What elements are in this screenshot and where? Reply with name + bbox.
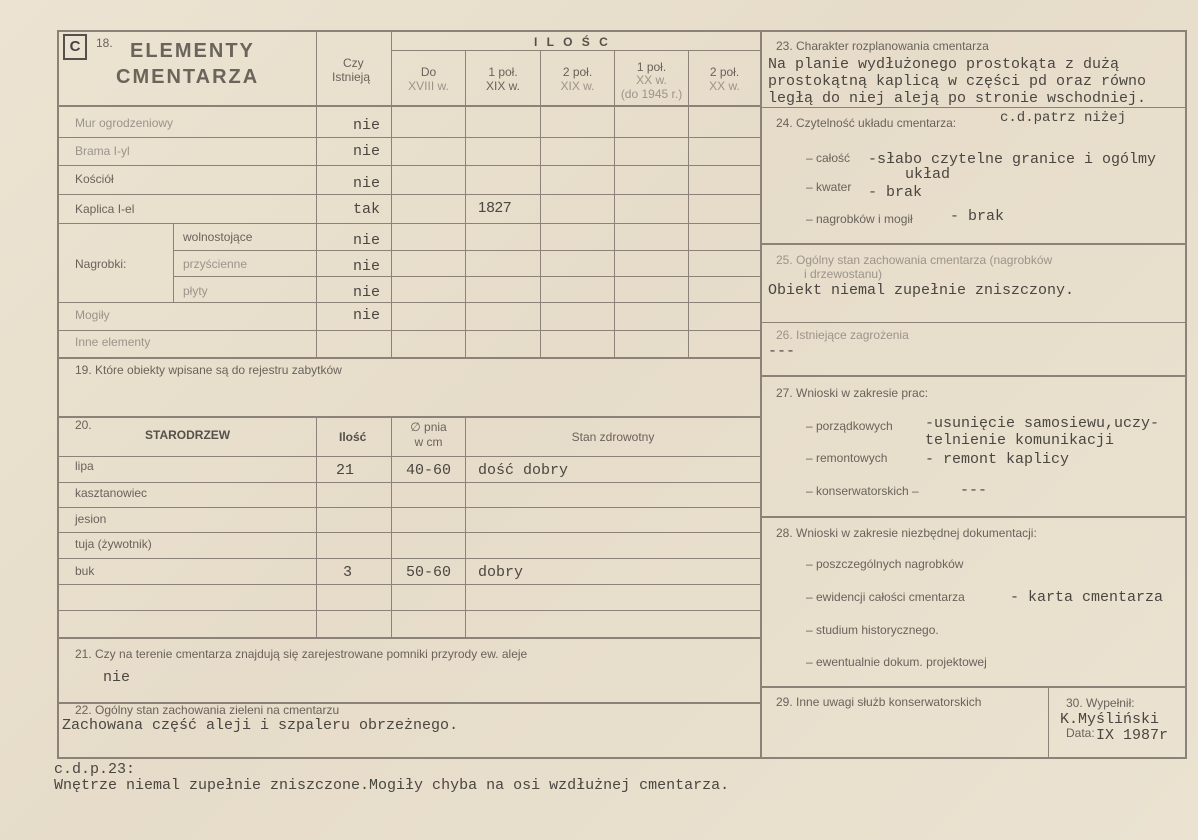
section-21-answer: nie — [103, 669, 131, 686]
tree-count: 3 — [343, 564, 353, 581]
ilosc-header: I L O Ś C — [534, 35, 611, 49]
czy-header-line1: Czy — [343, 56, 364, 70]
tree-condition: dość dobry — [478, 462, 569, 479]
konserwatorskich-label: – konserwatorskich – — [806, 484, 919, 498]
date-label: Data: — [1066, 726, 1095, 740]
element-label: przyścienne — [183, 257, 248, 271]
ewidencji-answer: - karta cmentarza — [1010, 589, 1164, 606]
section-29-label: 29. Inne uwagi służb konserwatorskich — [776, 695, 982, 709]
starodrzew-title: STARODRZEW — [145, 428, 231, 442]
section-19-label: 19. Które obiekty wpisane są do rejestru zabytków — [75, 363, 342, 377]
section-23-line1: Na planie wydłużonego prostokąta z dużą — [768, 56, 1120, 73]
calosc-answer-cont: układ — [905, 166, 951, 183]
element-label: Kościół — [75, 172, 114, 186]
element-value: nie — [353, 143, 381, 160]
element-value: nie — [353, 117, 381, 134]
ilosc-column-header: Ilość — [339, 430, 367, 444]
section-30-label: 30. Wypełnił: — [1066, 696, 1135, 710]
czy-header-line2: Istnieją — [332, 70, 371, 84]
element-value: nie — [353, 258, 381, 275]
section-26-label: 26. Istniejące zagrożenia — [776, 328, 909, 342]
dokumentacja-item: – ewentualnie dokum. projektowej — [806, 655, 987, 669]
kaplica-date: 1827 — [478, 199, 512, 216]
kwater-label: – kwater — [806, 180, 852, 194]
element-value: tak — [353, 201, 381, 218]
pien-column-header-l1: ∅ pnia — [410, 420, 447, 434]
nagrobkow-label: – nagrobków i mogił — [806, 212, 913, 226]
col-1pol-xx-l1: 1 poł. — [636, 60, 667, 74]
pien-column-header-l2: w cm — [414, 435, 443, 449]
col-1pol-xix-l2: XIX w. — [485, 79, 520, 93]
section-18-number: 18. — [96, 36, 113, 50]
category-letter-box: C — [63, 34, 87, 60]
col-do-xviii-l2: XVIII w. — [408, 79, 449, 93]
element-label: Mogiły — [75, 308, 110, 322]
section-23-line2: prostokątną kaplicą w części pd oraz równo — [768, 73, 1147, 90]
porzadkowych-answer-l1: -usunięcie samosiewu,uczy- — [925, 415, 1160, 432]
element-label: Mur ogrodzeniowy — [75, 116, 174, 130]
date-value: IX 1987r — [1096, 727, 1169, 744]
element-value: nie — [353, 284, 381, 301]
tree-condition: dobry — [478, 564, 524, 581]
tree-diameter: 50-60 — [406, 564, 452, 581]
calosc-label: – całość — [806, 151, 851, 165]
section-18-title-line1: ELEMENTY — [130, 40, 255, 62]
tree-name: jesion — [75, 512, 107, 526]
col-2pol-xix-l1: 2 poł. — [562, 65, 593, 79]
element-label: wolnostojące — [183, 230, 253, 244]
col-do-xviii-l1: Do — [420, 65, 437, 79]
footer-line1: c.d.p.23: — [54, 761, 136, 778]
element-value: nie — [353, 232, 381, 249]
col-1pol-xix-l1: 1 poł. — [488, 65, 518, 79]
remontowych-label: – remontowych — [806, 451, 888, 465]
element-value: nie — [353, 307, 381, 324]
nagrobki-group-label: Nagrobki: — [75, 257, 127, 271]
col-1pol-xx-l2: XX w. — [636, 73, 667, 87]
element-label: płyty — [183, 284, 208, 298]
kwater-answer: - brak — [868, 184, 923, 201]
element-label: Kaplica I-el — [75, 202, 135, 216]
stan-column-header: Stan zdrowotny — [571, 430, 655, 444]
calosc-answer: -słabo czytelne granice i ogólmy — [868, 151, 1157, 168]
porzadkowych-label: – porządkowych — [806, 419, 893, 433]
section-22-answer: Zachowana część aleji i szpaleru obrzeżnego. — [62, 717, 459, 734]
tree-diameter: 40-60 — [406, 462, 452, 479]
col-2pol-xx-l2: XX w. — [709, 79, 740, 93]
tree-name: tuja (żywotnik) — [75, 537, 152, 551]
nagrobkow-answer: - brak — [950, 208, 1005, 225]
dokumentacja-item: – studium historycznego. — [806, 623, 939, 637]
tree-name: kasztanowiec — [75, 486, 148, 500]
tree-name: buk — [75, 564, 95, 578]
remontowych-answer: - remont kaplicy — [925, 451, 1070, 468]
section-26-answer: --- — [768, 343, 796, 360]
dokumentacja-item: – poszczególnych nagrobków — [806, 557, 964, 571]
section-23-label: 23. Charakter rozplanowania cmentarza — [776, 39, 989, 53]
section-23-line3: ległą do niej aleją po stronie wschodniej. — [768, 90, 1147, 107]
tree-name: lipa — [75, 459, 94, 473]
section-24-note: c.d.patrz niżej — [1000, 110, 1127, 126]
porzadkowych-answer-l2: telnienie komunikacji — [925, 432, 1115, 449]
col-2pol-xix-l2: XIX w. — [560, 79, 595, 93]
section-25-label-l2: i drzewostanu) — [804, 267, 883, 281]
section-22-label: 22. Ogólny stan zachowania zieleni na cmentarzu — [75, 703, 340, 717]
element-label: Inne elementy — [75, 335, 151, 349]
konserwatorskich-answer: --- — [960, 482, 988, 499]
section-27-label: 27. Wnioski w zakresie prac: — [776, 386, 929, 400]
tree-count: 21 — [336, 462, 355, 479]
element-label: Brama I-yl — [75, 144, 130, 158]
section-21-label: 21. Czy na terenie cmentarza znajdują się zarejestrowane pomniki przyrody ew. aleje — [75, 647, 528, 661]
section-28-label: 28. Wnioski w zakresie niezbędnej dokumentacji: — [776, 526, 1037, 540]
element-value: nie — [353, 175, 381, 192]
filled-by-name: K.Myśliński — [1060, 711, 1160, 728]
section-20-number: 20. — [75, 418, 92, 432]
dokumentacja-item: – ewidencji całości cmentarza — [806, 590, 965, 604]
section-25-label-l1: 25. Ogólny stan zachowania cmentarza (nagrobków — [776, 253, 1053, 267]
section-18-title-line2: CMENTARZA — [116, 66, 260, 88]
col-2pol-xx-l1: 2 poł. — [709, 65, 740, 79]
footer-line2: Wnętrze niemal zupełnie zniszczone.Mogiły chyba na osi wzdłużnej cmentarza. — [54, 777, 730, 794]
section-25-answer: Obiekt niemal zupełnie zniszczony. — [768, 282, 1075, 299]
col-1pol-xx-l3: (do 1945 r.) — [620, 87, 683, 101]
section-24-label: 24. Czytelność układu cmentarza: — [776, 116, 957, 130]
